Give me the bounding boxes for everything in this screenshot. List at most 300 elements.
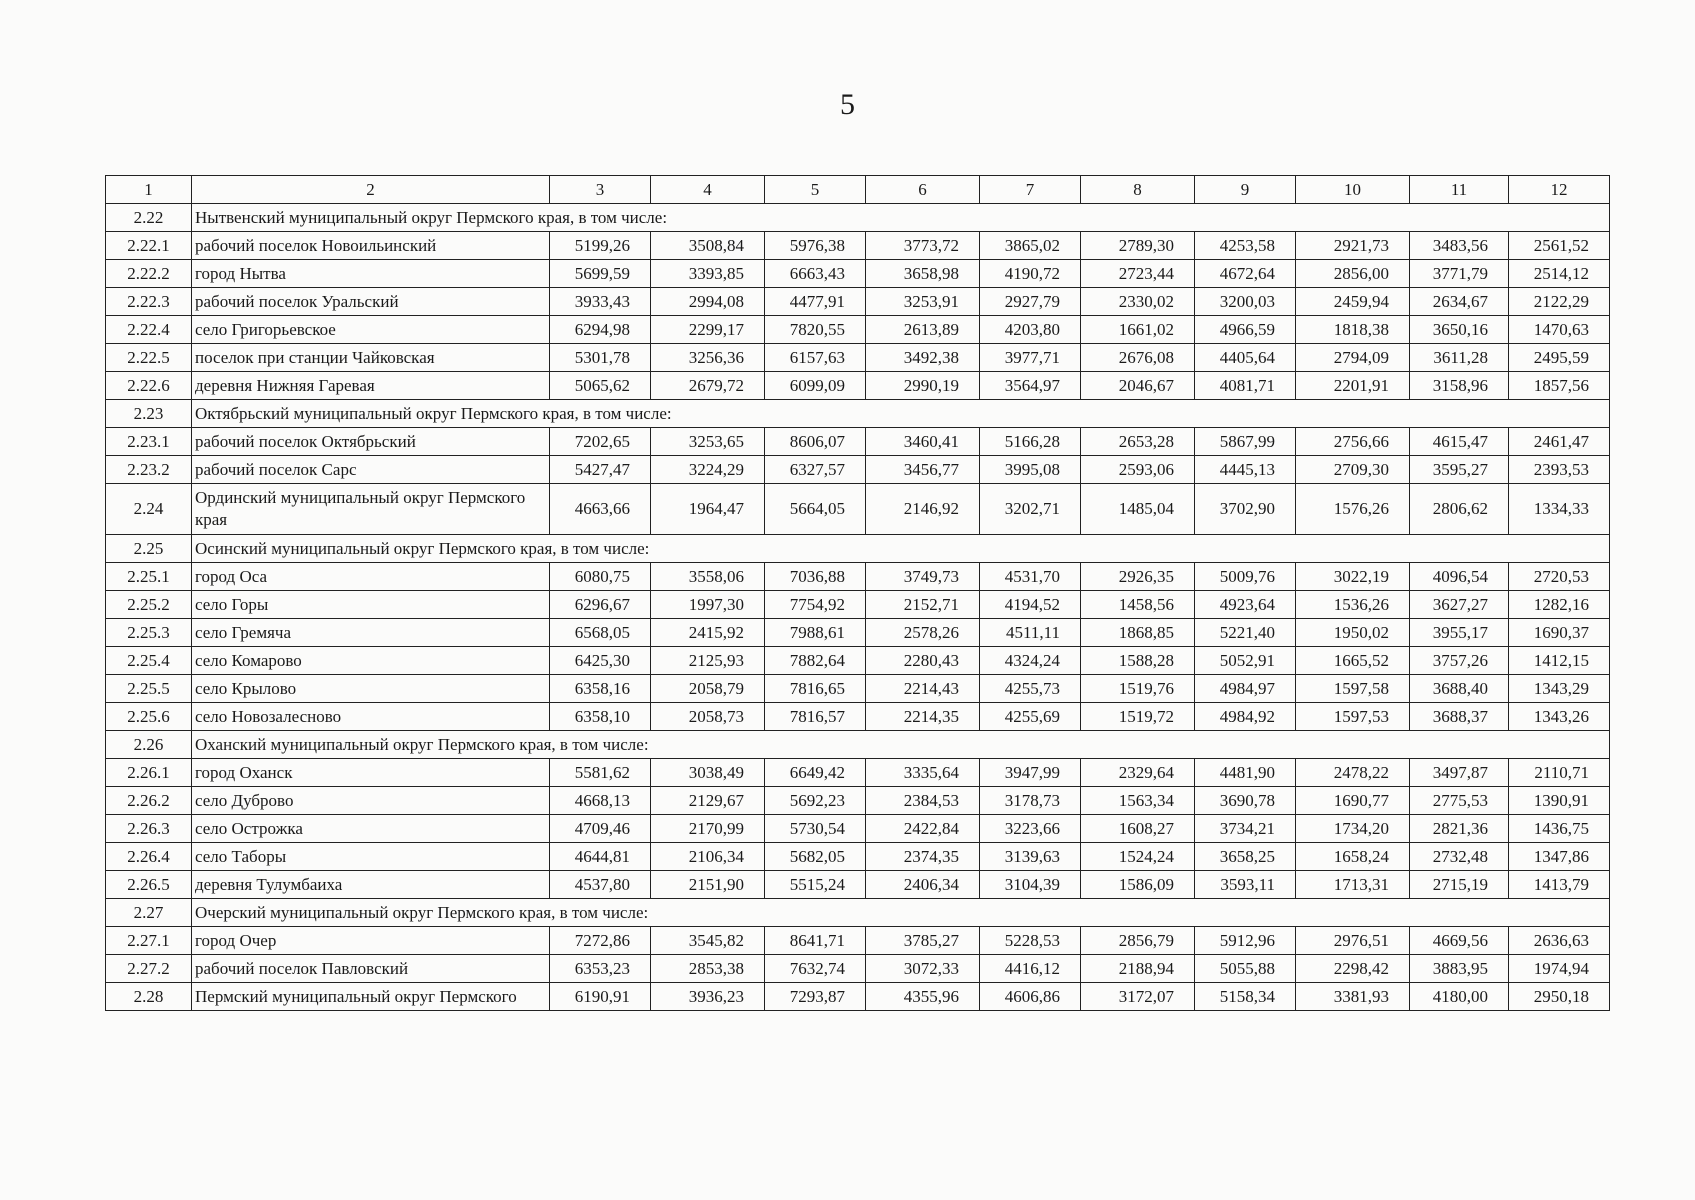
value-cell: 2146,92 (866, 484, 980, 535)
value-cell: 1524,24 (1081, 843, 1195, 871)
value-cell: 2715,19 (1410, 871, 1509, 899)
row-code-cell: 2.22.4 (106, 316, 192, 344)
value-cell: 3158,96 (1410, 372, 1509, 400)
column-number-cell: 9 (1195, 176, 1296, 204)
section-title-cell: Нытвенский муниципальный округ Пермского края, в том числе: (192, 204, 1610, 232)
value-cell: 4644,81 (550, 843, 651, 871)
value-cell: 3995,08 (980, 456, 1081, 484)
value-cell: 3658,98 (866, 260, 980, 288)
value-cell: 2794,09 (1296, 344, 1410, 372)
value-cell: 2406,34 (866, 871, 980, 899)
value-cell: 4537,80 (550, 871, 651, 899)
value-cell: 2789,30 (1081, 232, 1195, 260)
row-code-cell: 2.25 (106, 535, 192, 563)
value-cell: 3702,90 (1195, 484, 1296, 535)
value-cell: 3734,21 (1195, 815, 1296, 843)
value-cell: 2514,12 (1509, 260, 1610, 288)
value-cell: 2578,26 (866, 619, 980, 647)
value-cell: 1563,34 (1081, 787, 1195, 815)
table-row (106, 955, 1610, 983)
column-number-cell: 6 (866, 176, 980, 204)
value-cell: 6358,10 (550, 703, 651, 731)
value-cell: 2129,67 (651, 787, 765, 815)
value-cell: 3865,02 (980, 232, 1081, 260)
value-cell: 4615,47 (1410, 428, 1509, 456)
column-number-cell: 7 (980, 176, 1081, 204)
value-cell: 2756,66 (1296, 428, 1410, 456)
value-cell: 5976,38 (765, 232, 866, 260)
value-cell: 3038,49 (651, 759, 765, 787)
value-cell: 3773,72 (866, 232, 980, 260)
settlement-name-cell: деревня Тулумбаиха (192, 871, 550, 899)
table-row (106, 260, 1610, 288)
value-cell: 2994,08 (651, 288, 765, 316)
value-cell: 3456,77 (866, 456, 980, 484)
value-cell: 5052,91 (1195, 647, 1296, 675)
table-header-row (106, 176, 1610, 204)
settlement-name-cell: село Крылово (192, 675, 550, 703)
table-row (106, 787, 1610, 815)
value-cell: 2593,06 (1081, 456, 1195, 484)
value-cell: 3022,19 (1296, 563, 1410, 591)
value-cell: 4255,73 (980, 675, 1081, 703)
table-row (106, 563, 1610, 591)
value-cell: 2679,72 (651, 372, 765, 400)
value-cell: 1734,20 (1296, 815, 1410, 843)
value-cell: 2374,35 (866, 843, 980, 871)
column-number-cell: 12 (1509, 176, 1610, 204)
value-cell: 3688,37 (1410, 703, 1509, 731)
value-cell: 2329,64 (1081, 759, 1195, 787)
value-cell: 4416,12 (980, 955, 1081, 983)
settlement-name-cell: город Нытва (192, 260, 550, 288)
section-header-row (106, 204, 1610, 232)
row-code-cell: 2.25.3 (106, 619, 192, 647)
value-cell: 5301,78 (550, 344, 651, 372)
row-code-cell: 2.23.1 (106, 428, 192, 456)
value-cell: 8606,07 (765, 428, 866, 456)
settlement-name-cell: село Таборы (192, 843, 550, 871)
settlement-name-cell: рабочий поселок Новоильинский (192, 232, 550, 260)
value-cell: 3558,06 (651, 563, 765, 591)
value-cell: 1343,26 (1509, 703, 1610, 731)
value-cell: 2058,79 (651, 675, 765, 703)
value-cell: 2384,53 (866, 787, 980, 815)
value-cell: 2299,17 (651, 316, 765, 344)
value-cell: 1658,24 (1296, 843, 1410, 871)
value-cell: 4081,71 (1195, 372, 1296, 400)
value-cell: 3178,73 (980, 787, 1081, 815)
value-cell: 2561,52 (1509, 232, 1610, 260)
table-row (106, 675, 1610, 703)
value-cell: 4255,69 (980, 703, 1081, 731)
value-cell: 5009,76 (1195, 563, 1296, 591)
value-cell: 3936,23 (651, 983, 765, 1011)
column-number-cell: 11 (1410, 176, 1509, 204)
row-code-cell: 2.23 (106, 400, 192, 428)
value-cell: 3593,11 (1195, 871, 1296, 899)
value-cell: 7816,65 (765, 675, 866, 703)
value-cell: 2125,93 (651, 647, 765, 675)
value-cell: 3253,91 (866, 288, 980, 316)
value-cell: 5692,23 (765, 787, 866, 815)
table-row (106, 815, 1610, 843)
value-cell: 2058,73 (651, 703, 765, 731)
value-cell: 5515,24 (765, 871, 866, 899)
value-cell: 5427,47 (550, 456, 651, 484)
value-cell: 3460,41 (866, 428, 980, 456)
value-cell: 6425,30 (550, 647, 651, 675)
table-row (106, 288, 1610, 316)
value-cell: 2422,84 (866, 815, 980, 843)
column-number-cell: 4 (651, 176, 765, 204)
value-cell: 1413,79 (1509, 871, 1610, 899)
value-cell: 1334,33 (1509, 484, 1610, 535)
value-cell: 2214,35 (866, 703, 980, 731)
row-code-cell: 2.28 (106, 983, 192, 1011)
value-cell: 3947,99 (980, 759, 1081, 787)
value-cell: 1974,94 (1509, 955, 1610, 983)
value-cell: 7036,88 (765, 563, 866, 591)
table-row (106, 647, 1610, 675)
settlement-name-cell: рабочий поселок Уральский (192, 288, 550, 316)
value-cell: 1282,16 (1509, 591, 1610, 619)
value-cell: 1597,53 (1296, 703, 1410, 731)
section-header-row (106, 400, 1610, 428)
value-cell: 4984,97 (1195, 675, 1296, 703)
table-row (106, 759, 1610, 787)
table-row (106, 428, 1610, 456)
value-cell: 3650,16 (1410, 316, 1509, 344)
column-number-cell: 8 (1081, 176, 1195, 204)
settlement-name-cell: село Дуброво (192, 787, 550, 815)
row-code-cell: 2.22.3 (106, 288, 192, 316)
value-cell: 6157,63 (765, 344, 866, 372)
settlement-name-cell: город Оханск (192, 759, 550, 787)
value-cell: 2806,62 (1410, 484, 1509, 535)
section-title-cell: Осинский муниципальный округ Пермского края, в том числе: (192, 535, 1610, 563)
row-code-cell: 2.23.2 (106, 456, 192, 484)
value-cell: 3200,03 (1195, 288, 1296, 316)
value-cell: 2709,30 (1296, 456, 1410, 484)
value-cell: 2495,59 (1509, 344, 1610, 372)
value-cell: 3933,43 (550, 288, 651, 316)
value-cell: 2201,91 (1296, 372, 1410, 400)
value-cell: 6296,67 (550, 591, 651, 619)
tariff-table (105, 175, 1610, 1011)
value-cell: 2856,79 (1081, 927, 1195, 955)
settlement-name-cell: город Оса (192, 563, 550, 591)
value-cell: 3508,84 (651, 232, 765, 260)
table-row (106, 316, 1610, 344)
value-cell: 5199,26 (550, 232, 651, 260)
value-cell: 2653,28 (1081, 428, 1195, 456)
value-cell: 1868,85 (1081, 619, 1195, 647)
value-cell: 2950,18 (1509, 983, 1610, 1011)
value-cell: 3977,71 (980, 344, 1081, 372)
value-cell: 3253,65 (651, 428, 765, 456)
settlement-name-cell: село Острожка (192, 815, 550, 843)
value-cell: 2732,48 (1410, 843, 1509, 871)
value-cell: 3072,33 (866, 955, 980, 983)
column-number-cell: 1 (106, 176, 192, 204)
value-cell: 1588,28 (1081, 647, 1195, 675)
value-cell: 3381,93 (1296, 983, 1410, 1011)
value-cell: 7632,74 (765, 955, 866, 983)
table-row (106, 456, 1610, 484)
value-cell: 4203,80 (980, 316, 1081, 344)
section-header-row (106, 899, 1610, 927)
row-code-cell: 2.26.4 (106, 843, 192, 871)
value-cell: 4923,64 (1195, 591, 1296, 619)
row-code-cell: 2.26.2 (106, 787, 192, 815)
value-cell: 3492,38 (866, 344, 980, 372)
value-cell: 2330,02 (1081, 288, 1195, 316)
value-cell: 6327,57 (765, 456, 866, 484)
row-code-cell: 2.27 (106, 899, 192, 927)
value-cell: 5912,96 (1195, 927, 1296, 955)
value-cell: 3688,40 (1410, 675, 1509, 703)
value-cell: 5065,62 (550, 372, 651, 400)
value-cell: 2921,73 (1296, 232, 1410, 260)
value-cell: 5664,05 (765, 484, 866, 535)
table-row (106, 703, 1610, 731)
value-cell: 3627,27 (1410, 591, 1509, 619)
column-number-cell: 3 (550, 176, 651, 204)
value-cell: 3483,56 (1410, 232, 1509, 260)
value-cell: 2976,51 (1296, 927, 1410, 955)
value-cell: 4669,56 (1410, 927, 1509, 955)
row-code-cell: 2.25.6 (106, 703, 192, 731)
table-row (106, 619, 1610, 647)
value-cell: 2856,00 (1296, 260, 1410, 288)
value-cell: 6353,23 (550, 955, 651, 983)
settlement-name-cell: рабочий поселок Сарс (192, 456, 550, 484)
value-cell: 4531,70 (980, 563, 1081, 591)
value-cell: 2775,53 (1410, 787, 1509, 815)
section-title-cell: Октябрьский муниципальный округ Пермского края, в том числе: (192, 400, 1610, 428)
value-cell: 1964,47 (651, 484, 765, 535)
value-cell: 2821,36 (1410, 815, 1509, 843)
row-code-cell: 2.26.3 (106, 815, 192, 843)
section-header-row (106, 731, 1610, 759)
table-row (106, 871, 1610, 899)
value-cell: 6358,16 (550, 675, 651, 703)
value-cell: 4709,46 (550, 815, 651, 843)
value-cell: 2393,53 (1509, 456, 1610, 484)
value-cell: 4672,64 (1195, 260, 1296, 288)
value-cell: 5158,34 (1195, 983, 1296, 1011)
value-cell: 2459,94 (1296, 288, 1410, 316)
value-cell: 4096,54 (1410, 563, 1509, 591)
value-cell: 1597,58 (1296, 675, 1410, 703)
table-body (106, 176, 1610, 1011)
value-cell: 3139,63 (980, 843, 1081, 871)
value-cell: 5867,99 (1195, 428, 1296, 456)
value-cell: 2151,90 (651, 871, 765, 899)
value-cell: 3611,28 (1410, 344, 1509, 372)
column-number-cell: 5 (765, 176, 866, 204)
value-cell: 1470,63 (1509, 316, 1610, 344)
value-cell: 6294,98 (550, 316, 651, 344)
row-code-cell: 2.27.1 (106, 927, 192, 955)
value-cell: 1519,76 (1081, 675, 1195, 703)
value-cell: 2152,71 (866, 591, 980, 619)
value-cell: 1950,02 (1296, 619, 1410, 647)
value-cell: 8641,71 (765, 927, 866, 955)
value-cell: 2634,67 (1410, 288, 1509, 316)
value-cell: 1661,02 (1081, 316, 1195, 344)
value-cell: 3545,82 (651, 927, 765, 955)
value-cell: 1519,72 (1081, 703, 1195, 731)
value-cell: 7988,61 (765, 619, 866, 647)
value-cell: 2676,08 (1081, 344, 1195, 372)
value-cell: 2927,79 (980, 288, 1081, 316)
row-code-cell: 2.25.2 (106, 591, 192, 619)
section-title-cell: Оханский муниципальный округ Пермского края, в том числе: (192, 731, 1610, 759)
row-code-cell: 2.25.5 (106, 675, 192, 703)
value-cell: 3497,87 (1410, 759, 1509, 787)
value-cell: 3757,26 (1410, 647, 1509, 675)
value-cell: 4481,90 (1195, 759, 1296, 787)
value-cell: 2106,34 (651, 843, 765, 871)
row-code-cell: 2.22.5 (106, 344, 192, 372)
value-cell: 5221,40 (1195, 619, 1296, 647)
table-row (106, 484, 1610, 535)
value-cell: 3595,27 (1410, 456, 1509, 484)
value-cell: 6080,75 (550, 563, 651, 591)
value-cell: 4445,13 (1195, 456, 1296, 484)
value-cell: 4511,11 (980, 619, 1081, 647)
row-code-cell: 2.26.1 (106, 759, 192, 787)
value-cell: 5055,88 (1195, 955, 1296, 983)
value-cell: 4324,24 (980, 647, 1081, 675)
value-cell: 1343,29 (1509, 675, 1610, 703)
value-cell: 2720,53 (1509, 563, 1610, 591)
value-cell: 7820,55 (765, 316, 866, 344)
settlement-name-cell: Ординский муниципальный округ Пермского края (192, 484, 550, 535)
value-cell: 5682,05 (765, 843, 866, 871)
value-cell: 1997,30 (651, 591, 765, 619)
value-cell: 2046,67 (1081, 372, 1195, 400)
value-cell: 4477,91 (765, 288, 866, 316)
value-cell: 3335,64 (866, 759, 980, 787)
value-cell: 2170,99 (651, 815, 765, 843)
settlement-name-cell: рабочий поселок Павловский (192, 955, 550, 983)
value-cell: 7293,87 (765, 983, 866, 1011)
value-cell: 1412,15 (1509, 647, 1610, 675)
value-cell: 3393,85 (651, 260, 765, 288)
value-cell: 1485,04 (1081, 484, 1195, 535)
settlement-name-cell: село Горы (192, 591, 550, 619)
column-number-cell: 2 (192, 176, 550, 204)
value-cell: 4194,52 (980, 591, 1081, 619)
value-cell: 2926,35 (1081, 563, 1195, 591)
value-cell: 3256,36 (651, 344, 765, 372)
row-code-cell: 2.25.1 (106, 563, 192, 591)
value-cell: 4668,13 (550, 787, 651, 815)
row-code-cell: 2.22.2 (106, 260, 192, 288)
value-cell: 6663,43 (765, 260, 866, 288)
value-cell: 2188,94 (1081, 955, 1195, 983)
value-cell: 3749,73 (866, 563, 980, 591)
value-cell: 2122,29 (1509, 288, 1610, 316)
value-cell: 1536,26 (1296, 591, 1410, 619)
row-code-cell: 2.26 (106, 731, 192, 759)
value-cell: 1347,86 (1509, 843, 1610, 871)
value-cell: 2613,89 (866, 316, 980, 344)
value-cell: 4253,58 (1195, 232, 1296, 260)
value-cell: 7272,86 (550, 927, 651, 955)
value-cell: 6568,05 (550, 619, 651, 647)
section-header-row (106, 535, 1610, 563)
settlement-name-cell: село Новозалесново (192, 703, 550, 731)
value-cell: 2478,22 (1296, 759, 1410, 787)
value-cell: 7816,57 (765, 703, 866, 731)
value-cell: 7754,92 (765, 591, 866, 619)
value-cell: 4190,72 (980, 260, 1081, 288)
value-cell: 4355,96 (866, 983, 980, 1011)
value-cell: 6099,09 (765, 372, 866, 400)
value-cell: 4966,59 (1195, 316, 1296, 344)
settlement-name-cell: город Очер (192, 927, 550, 955)
settlement-name-cell: Пермский муниципальный округ Пермского (192, 983, 550, 1011)
value-cell: 3883,95 (1410, 955, 1509, 983)
row-code-cell: 2.24 (106, 484, 192, 535)
settlement-name-cell: деревня Нижняя Гаревая (192, 372, 550, 400)
value-cell: 1576,26 (1296, 484, 1410, 535)
value-cell: 1690,37 (1509, 619, 1610, 647)
value-cell: 4606,86 (980, 983, 1081, 1011)
table-row (106, 591, 1610, 619)
value-cell: 1857,56 (1509, 372, 1610, 400)
value-cell: 3564,97 (980, 372, 1081, 400)
value-cell: 1586,09 (1081, 871, 1195, 899)
value-cell: 7202,65 (550, 428, 651, 456)
value-cell: 5699,59 (550, 260, 651, 288)
value-cell: 2214,43 (866, 675, 980, 703)
value-cell: 4180,00 (1410, 983, 1509, 1011)
table-row (106, 372, 1610, 400)
value-cell: 3690,78 (1195, 787, 1296, 815)
value-cell: 2636,63 (1509, 927, 1610, 955)
value-cell: 1690,77 (1296, 787, 1410, 815)
row-code-cell: 2.22.6 (106, 372, 192, 400)
row-code-cell: 2.22.1 (106, 232, 192, 260)
value-cell: 5166,28 (980, 428, 1081, 456)
value-cell: 4984,92 (1195, 703, 1296, 731)
value-cell: 7882,64 (765, 647, 866, 675)
value-cell: 2298,42 (1296, 955, 1410, 983)
section-title-cell: Очерский муниципальный округ Пермского края, в том числе: (192, 899, 1610, 927)
value-cell: 3223,66 (980, 815, 1081, 843)
table-row (106, 232, 1610, 260)
value-cell: 1713,31 (1296, 871, 1410, 899)
value-cell: 3172,07 (1081, 983, 1195, 1011)
value-cell: 2110,71 (1509, 759, 1610, 787)
value-cell: 3658,25 (1195, 843, 1296, 871)
value-cell: 3224,29 (651, 456, 765, 484)
row-code-cell: 2.22 (106, 204, 192, 232)
value-cell: 1458,56 (1081, 591, 1195, 619)
value-cell: 1436,75 (1509, 815, 1610, 843)
value-cell: 4405,64 (1195, 344, 1296, 372)
value-cell: 3785,27 (866, 927, 980, 955)
settlement-name-cell: село Комарово (192, 647, 550, 675)
table-row (106, 843, 1610, 871)
value-cell: 1818,38 (1296, 316, 1410, 344)
value-cell: 4663,66 (550, 484, 651, 535)
